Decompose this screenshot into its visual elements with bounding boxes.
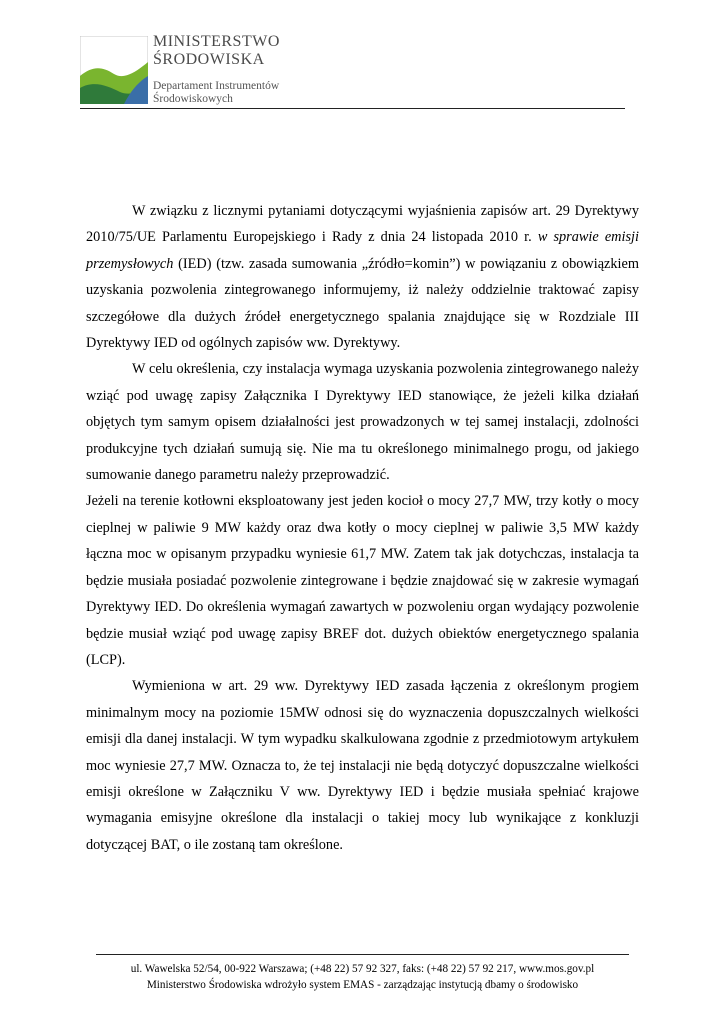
footer-emas-note: Ministerstwo Środowiska wdrożyło system EMAS - zarządzając instytucją dbamy o środowisko <box>146 979 579 991</box>
logo-text <box>153 33 280 106</box>
footer-address: ul. Wawelska 52/54, 00-922 Warszawa; (+48 22) 57 92 327, faks: (+48 22) 57 92 217, www.mos.gov.pl <box>130 963 595 975</box>
paragraph-3: Jeżeli na terenie kotłowni eksploatowany jest jeden kocioł o mocy 27,7 MW, trzy kotły o mocy cieplnej w paliwie 9 MW każdy oraz dwa kotły o mocy cieplnej w paliwie 3,5 MW każdy łączna moc w opisanym przypadku wyniesie 61,7 MW. Zatem tak jak dotychczas, instalacja ta będzie musiała posiadać pozwolenie zintegrowane i będzie znajdować się w zakresie wymagań Dyrektywy IED. Do określenia wymagań zawartych w pozwoleniu organ wydający pozwolenie będzie musiał wziąć pod uwagę zapisy BREF dot. dużych obiektów energetycznego spalania (LCP). <box>86 493 639 668</box>
header-divider <box>80 108 625 109</box>
paragraph-4: Wymieniona w art. 29 ww. Dyrektywy IED zasada łączenia z określonym progiem minimalnym mocy na poziomie 15MW odnosi się do wyznaczenia dopuszczalnych wielkości emisji dla danej instalacji. W tym wypadku skalkulowana zgodnie z przedmiotowym artykułem moc wyniesie 27,7 MW. Oznacza to, że tej instalacji nie będą dotyczyć dopuszczalne wielkości emisji określone w Załączniku V ww. Dyrektywy IED i będzie musiała spełniać krajowe wymagania emisyjne określone dla instalacji o takiej mocy lub wynikające z konkluzji dotyczącej BAT, o ile zostaną tam określone. <box>86 678 639 853</box>
paragraph-1: W związku z licznymi pytaniami dotyczącymi wyjaśnienia zapisów art. 29 Dyrektywy 2010/75/UE Parlamentu Europejskiego i Rady z dnia 24 listopada 2010 r. w sprawie emisji przemysłowych (IED) (tzw. zasada sumowania „źródło=komin”) w powiązaniu z obowiązkiem uzyskania pozwolenia zintegrowanego informujemy, iż należy oddzielnie traktować zapisy szczegółowe dla dużych źródeł energetycznego spalania znajdujące się w Rozdziale III Dyrektywy IED od ogólnych zapisów ww. Dyrektywy. <box>86 203 639 352</box>
ministry-logo-icon <box>80 36 148 104</box>
letterhead <box>80 33 625 111</box>
logo-ministry-subtitle: ŚRODOWISKA <box>153 51 265 68</box>
paragraph-2: W celu określenia, czy instalacja wymaga uzyskania pozwolenia zintegrowanego należy wziąć pod uwagę zapisy Załącznika I Dyrektywy IED stanowiące, że jeżeli kilka działań objętych tym samym opisem działalności jest prowadzonych w tej samej instalacji, zdolności produkcyjne tych działań sumują się. Nie ma tu określonego minimalnego progu, od jakiego sumowanie danego parametru należy przeprowadzić. <box>86 361 639 484</box>
directive-title: w sprawie emisji przemysłowych <box>86 229 639 272</box>
footer <box>86 961 639 993</box>
logo-department-line1: Departament Instrumentów <box>153 80 280 92</box>
logo-department-line2: Środowiskowych <box>153 93 233 105</box>
footer-divider <box>96 954 629 955</box>
logo-ministry-title: MINISTERSTWO <box>153 33 280 50</box>
letter-body <box>86 198 639 858</box>
